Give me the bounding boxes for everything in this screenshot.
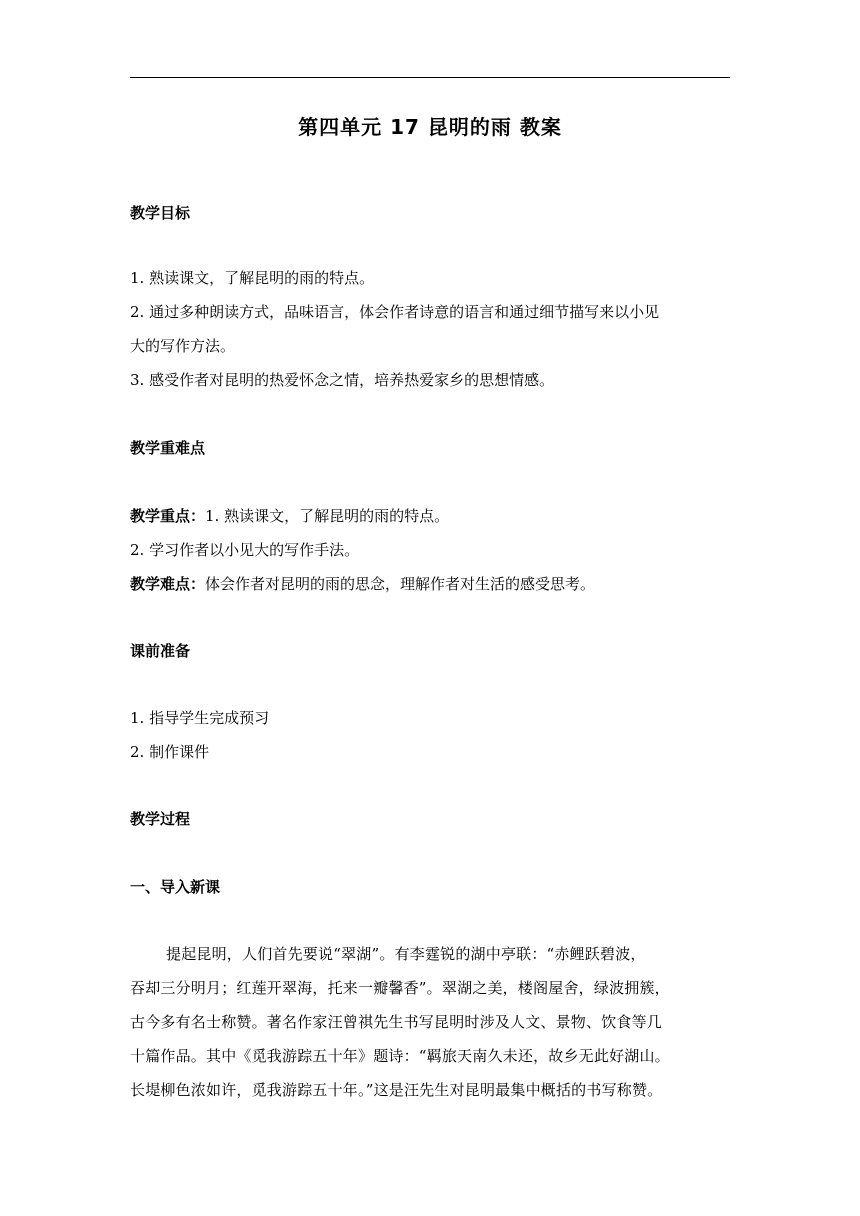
objectives-heading: 教学目标 (130, 204, 191, 222)
paragraph-line-1: 提起昆明，人们首先要说“翠湖”。有李霆锐的湖中亭联：“赤鲤跃碧波， (166, 945, 646, 963)
difficulty-text: 体会作者对昆明的雨的思念，理解作者对生活的感受思考。 (205, 575, 596, 593)
objective-item-2: 2. 通过多种朗读方式，品味语言，体会作者诗意的语言和通过细节描写来以小见 (130, 303, 660, 321)
difficulty-line (130, 572, 730, 596)
preparation-item-2: 2. 制作课件 (130, 743, 210, 761)
process-subheading: 一、导入新课 (130, 878, 221, 896)
paragraph-line-5: 长堤柳色浓如许，觅我游踪五十年。”这是汪先生对昆明最集中概括的书写称赞。 (130, 1081, 663, 1099)
objective-item-1: 1. 熟读课文，了解昆明的雨的特点。 (130, 269, 375, 287)
document-title: 第四单元 17 昆明的雨 教案 (298, 115, 562, 139)
paragraph-line-4: 十篇作品。其中《觅我游踪五十年》题诗：“羁旅天南久未还，故乡无此好湖山。 (130, 1047, 670, 1065)
focus-text: 1. 熟读课文，了解昆明的雨的特点。 (205, 507, 450, 525)
difficulty-label: 教学难点： (130, 575, 206, 593)
paragraph-line-2: 吞却三分明月；红莲开翠海，托来一瓣馨香”。翠湖之美，楼阁屋舍，绿波拥簇， (130, 979, 670, 997)
preparation-item-1: 1. 指导学生完成预习 (130, 709, 270, 727)
preparation-heading: 课前准备 (130, 642, 191, 660)
focus-line (130, 504, 730, 528)
focus-line-2: 2. 学习作者以小见大的写作手法。 (130, 541, 360, 559)
header-rule (130, 77, 730, 78)
key-points-heading: 教学重难点 (130, 439, 206, 457)
process-heading: 教学过程 (130, 810, 191, 828)
objective-item-3: 3. 感受作者对昆明的热爱怀念之情，培养热爱家乡的思想情感。 (130, 371, 555, 389)
focus-label: 教学重点： (130, 507, 206, 525)
paragraph-line-3: 古今多有名士称赞。著名作家汪曾祺先生书写昆明时涉及人文、景物、饮食等几 (130, 1013, 663, 1031)
objective-item-2-cont: 大的写作方法。 (130, 337, 236, 355)
